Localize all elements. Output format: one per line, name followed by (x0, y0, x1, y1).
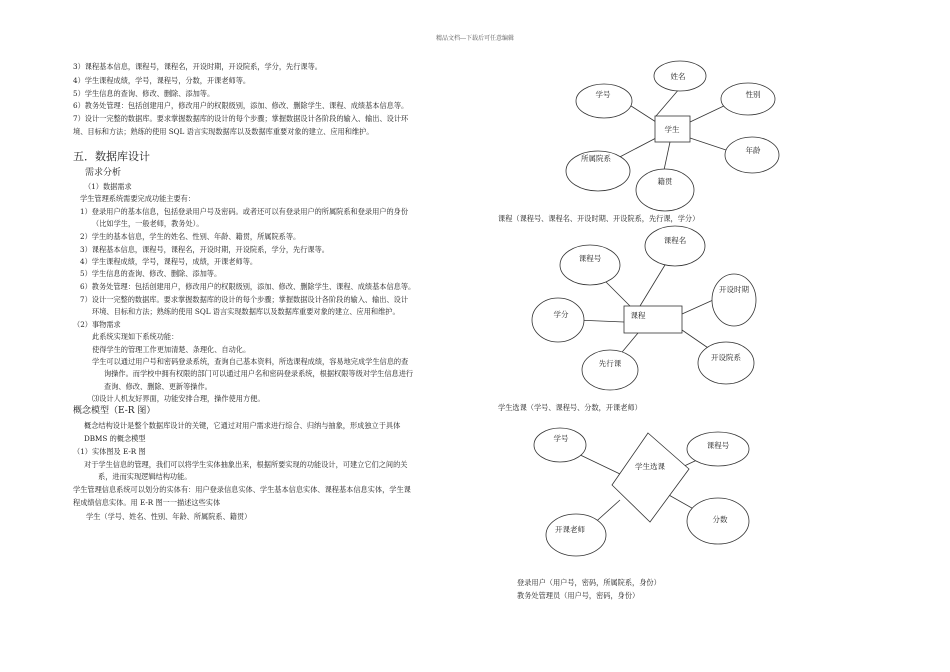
text-line: 4）学生课程成绩，学号，课程号，成绩，开课老师等。 (80, 257, 258, 266)
diagram-caption: 教务处管理员（用户号，密码，身份） (517, 591, 640, 600)
text-line: 环境、目标和方法；熟练的使用 SQL 语言实现数据库以及数据库重要对象的建立、应用和维护。 (92, 307, 400, 316)
section-heading: 五．数据库设计 (73, 150, 150, 163)
attr-ellipse (560, 245, 620, 285)
attr-label: 先行课 (598, 359, 622, 368)
attr-label: 分数 (712, 515, 728, 524)
attr-ellipse (546, 514, 606, 556)
text-line: （2）事物需求 (73, 320, 121, 329)
text-line: 4）学生课程成绩，学号，课程号，分数，开课老师等。 (73, 76, 251, 85)
attr-label: 学号 (595, 90, 611, 99)
text-line: 学生管理信息系统可以划分的实体有：用户登录信息实体、学生基本信息实体、课程基本信息实体，学生课 (73, 485, 411, 494)
relationship-label: 学生选课 (635, 462, 665, 471)
page-header: 精品文档---下载后可任意编辑 (435, 35, 515, 42)
text-line: 3）课程基本信息，课程号，课程名，开设时期，开设院系，学分，先行课等。 (73, 62, 322, 71)
text-line: 对于学生信息的管理，我们可以将学生实体抽象出来，根据所要实现的功能设计，可建立它们之间的关 (84, 460, 408, 469)
course-er-diagram (532, 226, 756, 390)
subsection-heading: 需求分析 (85, 168, 122, 178)
text-line: 学生管理系统需要完成功能主要有： (80, 194, 196, 203)
attr-label: 开课老师 (555, 525, 585, 534)
relationship-diamond (612, 433, 689, 522)
attr-label: 所属院系 (581, 154, 611, 163)
text-line: 7）设计一完整的数据库。要求掌握数据库的设计的每个步骤；掌握数据设计各阶段的输入、输出、设计 (80, 295, 409, 304)
text-line: 5）学生信息的查询、修改、删除、添加等。 (80, 269, 222, 278)
diagram-caption: 登录用户（用户号，密码，所属院系，身份） (517, 578, 661, 587)
text-line: （比如学生，一般老师，教务处）。 (92, 219, 204, 228)
attr-ellipse (645, 226, 705, 266)
text-line: DBMS 的概念模型 (84, 434, 146, 443)
text-line: 系，进而实现逻辑结构功能。 (98, 472, 192, 481)
text-line: 1）登录用户的基本信息，包括登录用户号及密码。或者还可以有登录用户的所属院系和登录用户的身份 (80, 207, 409, 216)
text-line: 查询、修改、删除、更新等操作。 (104, 382, 212, 391)
text-line: 6）教务处管理：包括创建用户，修改用户的权限级别，添加、修改、删除学生、课程、成绩基本信息等。 (73, 101, 409, 110)
text-line: 5）学生信息的查询、修改、删除、添加等。 (73, 89, 215, 98)
attr-ellipse (725, 137, 779, 173)
attr-label: 学分 (553, 310, 569, 319)
attr-label: 课程号 (578, 254, 602, 263)
text-line: 6）教务处管理：包括创建用户，修改用户的权限级别，添加、修改、删除学生、课程、成绩基本信息等。 (80, 282, 416, 291)
student-er-diagram (566, 61, 779, 211)
diagram-caption: 学生选课（学号、课程号、分数，开课老师） (498, 403, 642, 412)
text-line: 学生（学号、姓名、性别、年龄、所属院系、籍贯） (86, 512, 252, 521)
attr-ellipse (712, 274, 756, 326)
attr-label: 课程号 (706, 441, 730, 450)
text-line: 此系统实现如下系统功能： (92, 332, 179, 341)
text-line: ⑶设计人机友好界面，功能安排合理，操作使用方便。 (92, 394, 265, 403)
attr-label: 姓名 (670, 72, 686, 81)
text-line: 程成绩信息实体。用 E-R 图一一描述这些实体 (73, 498, 221, 507)
attr-ellipse (582, 350, 638, 390)
attr-ellipse (721, 83, 775, 115)
subsection-heading: 概念模型（E-R 图） (73, 406, 156, 416)
entity-label: 课程 (630, 311, 646, 320)
attr-label: 学号 (553, 434, 569, 443)
text-line: （1）数据需求 (84, 182, 132, 191)
attr-label: 性别 (745, 90, 761, 99)
text-line: 询操作。而学校中拥有权限的部门可以通过用户名和密码登录系统，根据权限等级对学生信息进行 (104, 369, 414, 378)
enrollment-er-diagram (534, 428, 749, 556)
attr-ellipse (636, 169, 694, 211)
text-line: 3）课程基本信息，课程号，课程名，开设时期，开设院系，学分，先行课等。 (80, 245, 329, 254)
attr-label: 开设时期 (719, 285, 749, 294)
text-line: （1）实体图及 E-R 图 (73, 447, 146, 456)
attr-ellipse (698, 342, 754, 384)
text-line: 7）设计一完整的数据库。要求掌握数据库的设计的每个步骤；掌握数据设计各阶段的输入、输出、设计环 (73, 114, 409, 123)
attr-label: 课程名 (663, 236, 687, 245)
attr-label: 开设院系 (711, 353, 741, 362)
text-line: 概念结构设计是整个数据库设计的关键，它通过对用户需求进行综合、归纳与抽象，形成独立于具体 (84, 421, 401, 430)
text-line: 2）学生的基本信息，学生的姓名、性别、年龄、籍贯，所属院系等。 (80, 232, 301, 241)
attr-label: 年龄 (745, 146, 761, 155)
entity-label: 学生 (664, 125, 680, 134)
text-line: 使得学生的管理工作更加清楚、条理化、自动化。 (92, 345, 251, 354)
diagram-caption: 课程（课程号、课程名、开设时期、开设院系，先行课，学分） (498, 214, 700, 223)
attr-ellipse (532, 298, 584, 342)
text-line: 境、目标和方法；熟练的使用 SQL 语言实现数据库以及数据库重要对象的建立、应用和维护。 (73, 127, 374, 136)
text-line: 学生可以通过用户号和密码登录系统，查询自己基本资料，所选课程成绩，容易地完成学生信息的查 (92, 357, 409, 366)
attr-label: 籍贯 (657, 177, 673, 186)
